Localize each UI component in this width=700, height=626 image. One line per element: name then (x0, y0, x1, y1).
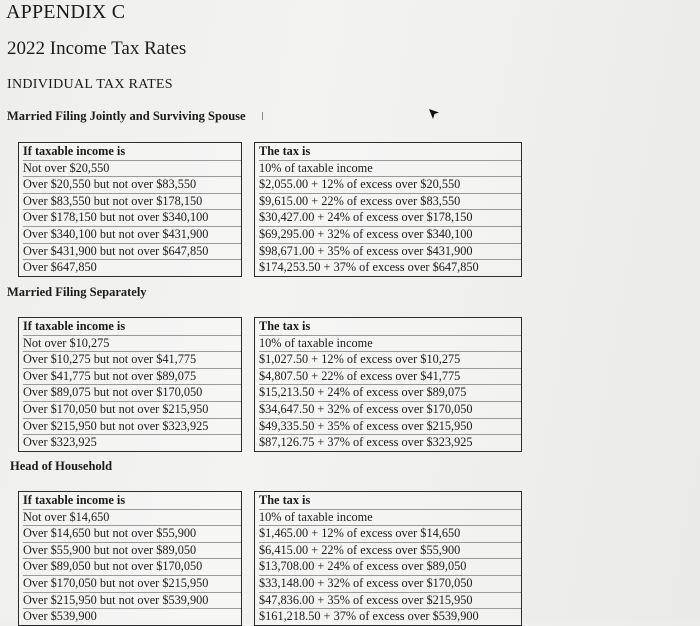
tax-cell: $174,253.50 + 37% of excess over $647,850 (259, 260, 479, 275)
income-cell: Over $14,650 but not over $55,900 (23, 526, 241, 543)
tax-cell: $33,148.00 + 32% of excess over $170,050 (259, 576, 521, 593)
arrow-pointer-icon (428, 108, 440, 120)
filing-status-title: Married Filing Separately (7, 285, 147, 299)
income-cell: Over $41,775 but not over $89,075 (23, 369, 241, 386)
tax-cell: $34,647.50 + 32% of excess over $170,050 (259, 402, 521, 419)
tax-cell: $2,055.00 + 12% of excess over $20,550 (259, 177, 521, 194)
income-cell: Over $215,950 but not over $323,925 (23, 419, 241, 436)
income-cell: Over $83,550 but not over $178,150 (23, 194, 241, 211)
income-cell: Over $55,900 but not over $89,050 (23, 543, 241, 560)
column-header: If taxable income is (23, 144, 241, 161)
income-cell: Over $323,925 (23, 435, 97, 450)
income-cell: Not over $10,275 (23, 336, 241, 353)
income-cell: Over $431,900 but not over $647,850 (23, 244, 241, 261)
filing-status-title: Married Filing Jointly and Surviving Spouse (7, 109, 246, 123)
tax-table-joint (18, 142, 522, 277)
income-column (18, 142, 242, 277)
tax-table-separate (18, 317, 522, 452)
income-cell: Over $170,050 but not over $215,950 (23, 576, 241, 593)
tax-cell: $13,708.00 + 24% of excess over $89,050 (259, 559, 521, 576)
income-cell: Over $340,100 but not over $431,900 (23, 227, 241, 244)
tax-cell: $98,671.00 + 35% of excess over $431,900 (259, 244, 521, 261)
tax-cell: $49,335.50 + 35% of excess over $215,950 (259, 419, 521, 436)
column-header: The tax is (259, 319, 521, 336)
column-header: The tax is (259, 144, 521, 161)
tax-cell: $69,295.00 + 32% of excess over $340,100 (259, 227, 521, 244)
income-cell: Over $539,900 (23, 609, 97, 624)
tax-column (254, 317, 522, 452)
income-cell: Over $89,050 but not over $170,050 (23, 559, 241, 576)
column-header: If taxable income is (23, 493, 241, 510)
tax-cell: $161,218.50 + 37% of excess over $539,900 (259, 609, 479, 624)
tax-cell: 10% of taxable income (259, 161, 521, 178)
income-cell: Over $215,950 but not over $539,900 (23, 593, 241, 610)
page-title: 2022 Income Tax Rates (7, 38, 187, 59)
tax-cell: 10% of taxable income (259, 336, 521, 353)
income-cell: Over $178,150 but not over $340,100 (23, 210, 241, 227)
filing-status-title: Head of Household (10, 459, 113, 473)
tax-cell: $6,415.00 + 22% of excess over $55,900 (259, 543, 521, 560)
income-cell: Over $647,850 (23, 260, 97, 275)
tax-cell: 10% of taxable income (259, 510, 521, 527)
tax-column (254, 491, 522, 626)
income-cell: Not over $14,650 (23, 510, 241, 527)
appendix-title: APPENDIX C (6, 1, 126, 23)
income-cell: Over $10,275 but not over $41,775 (23, 352, 241, 369)
tax-cell: $47,836.00 + 35% of excess over $215,950 (259, 593, 521, 610)
column-header: If taxable income is (23, 319, 241, 336)
tax-cell: $15,213.50 + 24% of excess over $89,075 (259, 385, 521, 402)
section-title: INDIVIDUAL TAX RATES (7, 77, 173, 92)
income-cell: Not over $20,550 (23, 161, 241, 178)
income-cell: Over $170,050 but not over $215,950 (23, 402, 241, 419)
income-cell: Over $89,075 but not over $170,050 (23, 385, 241, 402)
tax-cell: $30,427.00 + 24% of excess over $178,150 (259, 210, 521, 227)
tax-table-head-of-household (18, 491, 522, 626)
stray-mark (262, 112, 263, 120)
tax-cell: $9,615.00 + 22% of excess over $83,550 (259, 194, 521, 211)
income-column (18, 317, 242, 452)
tax-cell: $87,126.75 + 37% of excess over $323,925 (259, 435, 473, 450)
tax-cell: $4,807.50 + 22% of excess over $41,775 (259, 369, 521, 386)
income-cell: Over $20,550 but not over $83,550 (23, 177, 241, 194)
tax-cell: $1,465.00 + 12% of excess over $14,650 (259, 526, 521, 543)
column-header: The tax is (259, 493, 521, 510)
income-column (18, 491, 242, 626)
tax-cell: $1,027.50 + 12% of excess over $10,275 (259, 352, 521, 369)
tax-column (254, 142, 522, 277)
